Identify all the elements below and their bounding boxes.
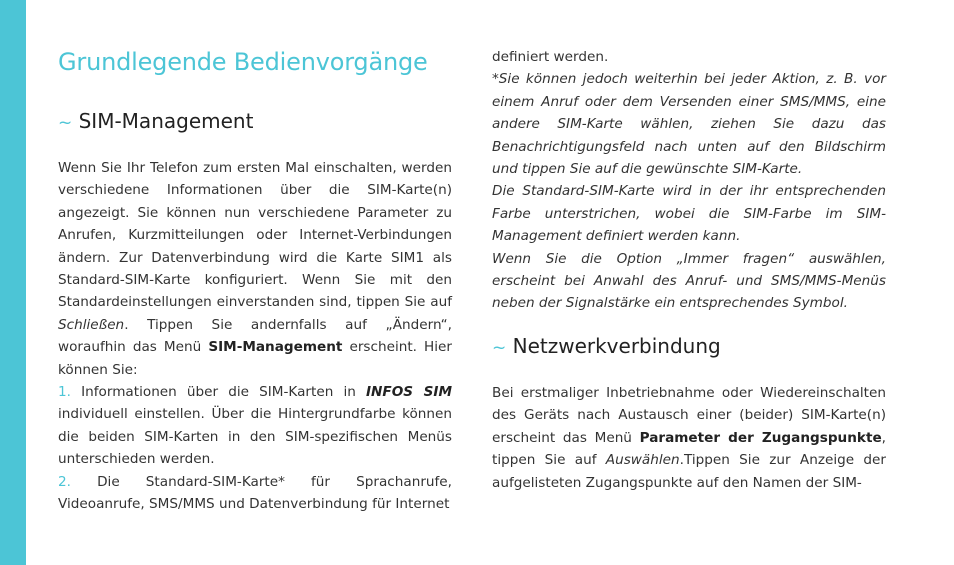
tilde-marker: ~ <box>492 338 507 358</box>
list-number-2: 2. <box>58 473 71 490</box>
infos-sim-label: INFOS SIM <box>366 384 452 401</box>
list-item-1-text: Informationen über die SIM-Karten in <box>70 384 366 401</box>
continuation-text: definiert werden. <box>492 49 609 65</box>
menu-name-sim-management: SIM-Management <box>208 339 343 356</box>
paragraph-text: Wenn Sie Ihr Telefon zum ersten Mal einschalten, werden verschiedene Informationen über die SIM-Karte(n) angezeigt. Sie können nun verschiedene Parameter zu Anrufen, Kurzmitteilungen oder Internet-Verbindungen ändern. Zur Datenverbindung wird die Karte SIM1 als Standard-SIM-Karte konfiguriert. Wenn Sie mit den Standardeinstellungen einverstanden sind, tippen Sie auf <box>58 160 452 311</box>
paragraph-text: .Tippen Sie zur Anzeige der aufgelisteten Zugangspunkte auf den Namen der SIM- <box>492 452 886 491</box>
section-heading-text: Netzwerkverbindung <box>512 334 721 358</box>
page-title: Grundlegende Bedienvorgänge <box>58 48 428 76</box>
close-option-label: Schließen <box>58 316 125 333</box>
tilde-marker: ~ <box>58 113 73 133</box>
paragraph-text: Bei erstmaliger Inbetriebnahme oder Wiedereinschalten des Geräts nach Austausch einer (beider) SIM-Karte(n) erscheint das Menü <box>492 385 886 446</box>
side-accent-bar <box>0 0 26 565</box>
right-column-notes <box>492 46 886 315</box>
menu-name-access-points: Parameter der Zugangspunkte <box>639 429 882 446</box>
list-item-2-text: Die Standard-SIM-Karte* für Sprachanrufe, Videoanrufe, SMS/MMS und Datenverbindung für Internet <box>58 473 452 513</box>
section-heading-netzwerkverbindung <box>492 334 721 358</box>
paragraph-text: . Tippen Sie andernfalls auf „Ändern“, woraufhin das Menü <box>58 316 452 356</box>
section-heading-text: SIM-Management <box>78 109 254 133</box>
list-item-1-text: individuell einstellen. Über die Hintergrundfarbe können die beiden SIM-Karten in den SIM-spezifischen Menüs unterschieden werden. <box>58 406 452 468</box>
footnote-1: *Sie können jedoch weiterhin bei jeder Aktion, z. B. vor einem Anruf oder dem Versenden einer SMS/MMS, eine andere SIM-Karte wählen, ziehen Sie dazu das Benachrichtigungsfeld nach unten auf den Bildschirm und tippen Sie auf die gewünschte SIM-Karte. <box>492 71 886 178</box>
sim-management-paragraph <box>58 157 452 516</box>
footnote-3: Wenn Sie die Option „Immer fragen“ auswählen, erscheint bei Anwahl des Anruf- und SMS/MMS-Menüs neben der Signalstärke ein entsprechendes Symbol. <box>492 250 886 312</box>
select-option-label: Auswählen <box>605 452 680 469</box>
paragraph-text: , tippen Sie auf <box>492 429 886 469</box>
section-heading-sim-management <box>58 109 253 133</box>
list-number-1: 1. <box>58 384 71 401</box>
paragraph-text: erscheint. Hier können Sie: <box>58 339 453 378</box>
netzwerk-paragraph <box>492 382 886 494</box>
footnote-2: Die Standard-SIM-Karte wird in der ihr entsprechenden Farbe unterstrichen, wobei die SIM-Farbe im SIM-Management definiert werden kann. <box>492 183 886 245</box>
